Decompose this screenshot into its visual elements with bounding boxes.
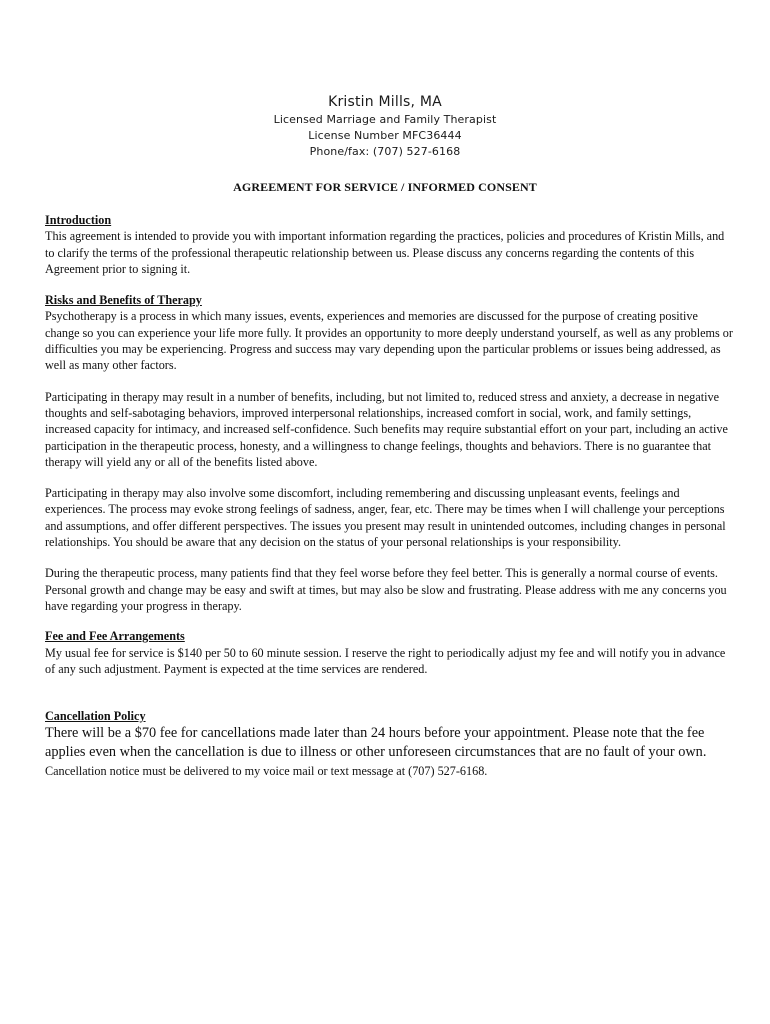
cancellation-notice-text: Cancellation notice must be delivered to my voice mail or text message at (707) 527-6168. <box>45 764 488 779</box>
cancellation-fee-text: There will be a $70 fee for cancellations made later than 24 hours before your appointment. Please note that the fee applies even when the cancellation is due to illness or other unforeseen circumstances that are no fault of your own. <box>45 725 707 761</box>
therapist-name: Kristin Mills, MA <box>328 94 442 110</box>
license-number: License Number MFC36444 <box>308 129 462 142</box>
therapist-credential: Licensed Marriage and Family Therapist <box>273 113 497 126</box>
phone-fax: Phone/fax: (707) 527-6168 <box>309 145 461 158</box>
risks-paragraph-2: Participating in therapy may result in a number of benefits, including, but not limited to, reduced stress and anxiety, a decrease in negative thoughts and self-sabotaging behaviors, improved interpersonal relationships, increased comfort in social, work, and family settings, increased capacity for intimacy, and increased self-confidence. Such benefits may require substantial effort on your part, including an active participation in the therapeutic process, honesty, and a willingness to change feelings, thoughts and behaviors. There is no guarantee that therapy will yield any or all of the benefits listed above. <box>45 389 728 469</box>
document-body <box>45 212 735 781</box>
section-heading-fees: Fee and Fee Arrangements <box>45 629 185 644</box>
risks-paragraph-3: Participating in therapy may also involve some discomfort, including remembering and discussing unpleasant events, feelings and experiences. The process may evoke strong feelings of sadness, anger, fear, etc. There may be times when I will challenge your perceptions and assumptions, and offer different perspectives. The issues you present may result in unintended outcomes, including changes in personal relationships. You should be aware that any decision on the status of your personal relationships is your responsibility. <box>45 486 726 550</box>
section-heading-cancellation: Cancellation Policy <box>45 709 146 724</box>
risks-paragraph-4: During the therapeutic process, many patients find that they feel worse before they feel better. This is generally a normal course of events. Personal growth and change may be easy and swift at times, but may also be slow and frustrating. Please address with me any concerns you have regarding your progress in therapy. <box>45 566 727 613</box>
risks-paragraph-1: Psychotherapy is a process in which many issues, events, experiences and memories are discussed for the purpose of creating positive change so you can experience your life more fully. It provides an opportunity to more deeply understand yourself, as well as any problems or difficulties you may be experiencing. Progress and success may vary depending upon the particular problems or issues being addressed, as well as many other factors. <box>45 309 733 373</box>
section-heading-risks-benefits: Risks and Benefits of Therapy <box>45 293 202 308</box>
section-heading-introduction: Introduction <box>45 213 112 227</box>
cancellation-paragraph <box>45 724 735 780</box>
fees-paragraph: My usual fee for service is $140 per 50 to 60 minute session. I reserve the right to periodically adjust my fee and will notify you in advance of any such adjustment. Payment is expected at the time services are rendered. <box>45 645 726 676</box>
introduction-paragraph: This agreement is intended to provide you with important information regarding the practices, policies and procedures of Kristin Mills, and to clarify the terms of the professional therapeutic relationship between us. Please discuss any concerns regarding the contents of this Agreement prior to signing it. <box>45 229 725 276</box>
document-title: AGREEMENT FOR SERVICE / INFORMED CONSENT <box>233 180 537 194</box>
